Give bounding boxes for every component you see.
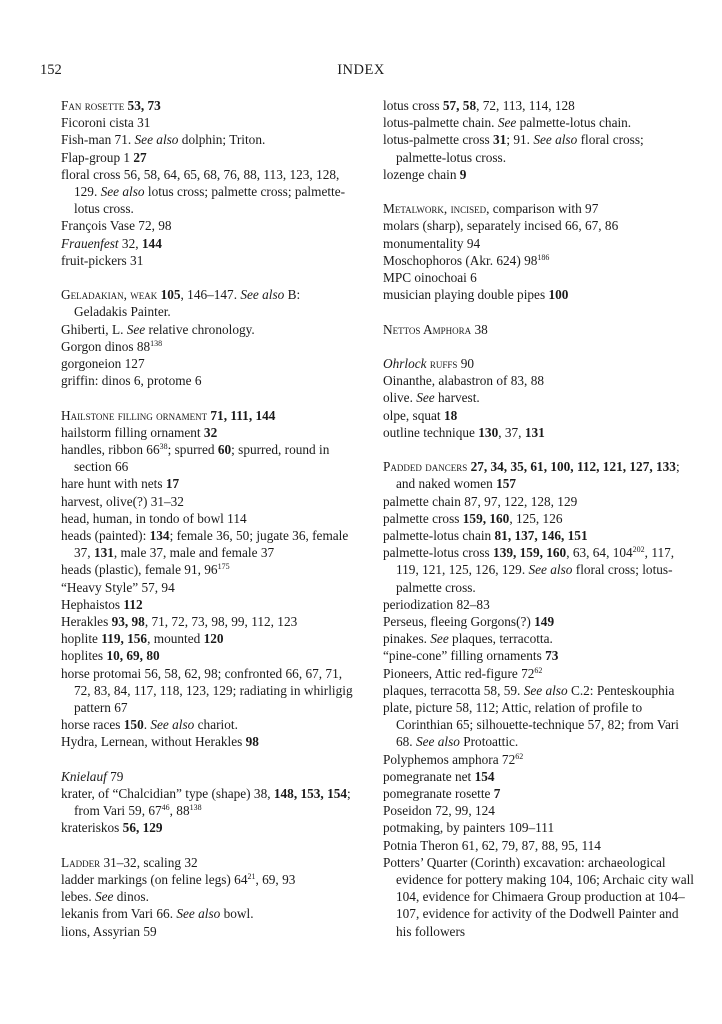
index-entry (383, 630, 695, 647)
index-column-left (61, 97, 353, 940)
entry-text: 98 (245, 734, 259, 750)
entry-text: 27 (133, 149, 147, 165)
entry-text: 149 (534, 614, 555, 630)
index-entry (61, 596, 353, 613)
entry-text: ; and naked women (396, 459, 680, 492)
entry-text: 157 (496, 476, 517, 492)
entry-text: 7 (493, 786, 501, 802)
entry-text: lotus cross; palmette cross; palmette-lotus cross. (74, 184, 346, 217)
entry-text: 60 (217, 442, 232, 458)
entry-text: 56, 129 (122, 820, 163, 836)
section-gap (61, 837, 353, 854)
entry-text: olive. (383, 390, 417, 406)
entry-text: , 72, 113, 114, 128 (476, 98, 575, 113)
index-entry (61, 665, 353, 717)
entry-text: heads (painted): (61, 528, 150, 544)
entry-text: 53, 73 (127, 98, 161, 113)
index-entry (383, 166, 695, 183)
entry-text: , male 37, male and female 37 (113, 545, 275, 561)
index-entry (61, 493, 353, 510)
entry-text: Ohrlock (383, 356, 427, 371)
index-entry (383, 372, 695, 389)
entry-text: See also (240, 287, 285, 303)
index-entry (61, 475, 353, 492)
entry-text: 32, (118, 235, 142, 251)
index-entry (61, 630, 353, 647)
entry-text: Geladakian, weak (61, 287, 158, 303)
entry-text: outline technique (383, 424, 479, 440)
index-entry (61, 252, 353, 269)
section-gap (61, 269, 353, 286)
page-title: INDEX (337, 62, 385, 78)
index-entry (61, 561, 353, 578)
index-entry (383, 647, 695, 664)
entry-text: See (126, 321, 146, 337)
footnote-ref: 62 (515, 751, 524, 761)
index-entry (383, 802, 695, 819)
index-entry (61, 785, 353, 819)
index-entry (383, 682, 695, 699)
entry-text: 32 (203, 424, 218, 440)
index-entry (61, 647, 353, 664)
entry-text: 18 (443, 407, 458, 423)
entry-text: Hydra, Lernean, without Herakles (61, 734, 246, 750)
entry-text: pinakes. (383, 631, 431, 647)
entry-text: Poseidon 72, 99, 124 (383, 803, 495, 819)
entry-text: Hephaistos (61, 596, 124, 612)
entry-text: , 88 (169, 803, 190, 819)
entry-text: 73 (545, 648, 559, 664)
entry-text: B: Geladakis Painter. (74, 287, 301, 320)
entry-text: plaques, terracotta 58, 59. (383, 682, 524, 698)
entry-text: , mounted (147, 631, 204, 647)
index-entry (61, 149, 353, 166)
index-entry (383, 200, 695, 217)
entry-text: ; female 36, 50; jugate 36, female 37, (74, 528, 349, 561)
index-entry (61, 235, 353, 252)
entry-text: krater, of “Chalcidian” type (shape) 38, (61, 786, 274, 802)
entry-text: hailstorm filling ornament (61, 424, 204, 440)
entry-text: See (430, 631, 449, 647)
entry-text: 105 (160, 287, 181, 303)
index-entry (61, 923, 353, 940)
index-entry (61, 286, 353, 320)
entry-text: 9 (459, 166, 467, 182)
entry-text: , 37, (498, 424, 525, 440)
index-entry (383, 458, 695, 492)
index-entry (383, 424, 695, 441)
entry-text: 17 (165, 476, 180, 492)
entry-text: , 117, 119, 121, 125, 126, 129. (396, 545, 675, 578)
entry-text: 90 (457, 356, 475, 371)
entry-text: Gorgon dinos 88 (61, 338, 151, 354)
entry-text: hoplite (61, 631, 102, 647)
index-entry (383, 269, 695, 286)
entry-text: lozenge chain (383, 166, 460, 182)
entry-text: plate, picture 58, 112; Attic, relation of profile to Corinthian 65; silhouette-technique 57, 82; from Vari 68. (383, 700, 679, 750)
index-entry (61, 905, 353, 922)
section-gap (383, 303, 695, 320)
entry-text: Flap-group 1 (61, 149, 134, 165)
entry-text: Potnia Theron 61, 62, 79, 87, 88, 95, 114 (383, 837, 601, 853)
index-entry (383, 286, 695, 303)
entry-text: 31 (493, 132, 507, 148)
entry-text: Herakles (61, 614, 112, 630)
index-entry (383, 544, 695, 596)
index-entry (383, 837, 695, 854)
entry-text: “pine-cone” filling ornaments (383, 648, 546, 664)
index-entry (383, 493, 695, 510)
entry-text: 139, 159, 160 (493, 545, 567, 561)
footnote-ref: 46 (161, 803, 170, 813)
entry-text: See also (533, 132, 578, 148)
entry-text: , 71, 72, 73, 98, 99, 112, 123 (144, 614, 298, 630)
entry-text: 79 (106, 768, 124, 784)
entry-text: relative chronology. (145, 321, 255, 337)
index-entry (383, 785, 695, 802)
footnote-ref: 21 (247, 872, 256, 882)
entry-text: . (143, 717, 151, 733)
entry-text: horse protomai 56, 58, 62, 98; confronted 66, 67, 71, 72, 83, 84, 117, 118, 123, 129; radiating in whirligig pattern 67 (61, 665, 353, 716)
entry-text: handles, ribbon 66 (61, 442, 160, 458)
entry-text: lions, Assyrian 59 (61, 923, 157, 939)
entry-text: Oinanthe, alabastron of 83, 88 (383, 373, 544, 389)
footnote-ref: 38 (159, 442, 168, 452)
entry-text: 148, 153, 154 (273, 786, 348, 802)
index-entry (61, 441, 353, 475)
entry-text: Potters’ Quarter (Corinth) excavation: archaeological evidence for pottery making 104, 106; Archaic city wall 104, evidence for Chimaera Group production at 104–107, evidence for activity of the Dodwell Painter and his followers (383, 854, 694, 939)
entry-text: See (94, 889, 114, 905)
entry-text: periodization 82–83 (383, 596, 490, 612)
section-gap (61, 751, 353, 768)
entry-text: chariot. (194, 717, 238, 733)
entry-text: See (416, 390, 435, 406)
index-entry (383, 97, 695, 114)
entry-text: 134 (149, 528, 170, 544)
entry-text: pomegranate net (383, 768, 475, 784)
entry-text: Ghiberti, L. (61, 321, 127, 337)
entry-text: hoplites (61, 648, 107, 664)
footnote-ref: 202 (632, 545, 645, 555)
index-entry (383, 321, 695, 338)
entry-text: , 125, 126 (509, 510, 563, 526)
footnote-ref: 138 (150, 338, 163, 348)
entry-text: See (497, 115, 517, 131)
entry-text: dinos. (113, 889, 149, 905)
entry-text: ; 91. (506, 132, 534, 148)
index-entry (383, 665, 695, 682)
entry-text: 150 (123, 717, 144, 733)
index-entry (61, 733, 353, 750)
entry-text: 131 (524, 424, 545, 440)
index-entry (61, 131, 353, 148)
index-entry (61, 114, 353, 131)
entry-text: Ficoroni cista 31 (61, 115, 151, 131)
index-entry (61, 510, 353, 527)
entry-text: 120 (203, 631, 224, 647)
entry-text: See also (100, 184, 145, 200)
index-entry (383, 355, 695, 372)
entry-text: palmette chain 87, 97, 122, 128, 129 (383, 493, 578, 509)
entry-text: potmaking, by painters 109–111 (383, 820, 555, 836)
index-entry (383, 596, 695, 613)
entry-text: MPC oinochoai 6 (383, 270, 477, 286)
entry-text: See also (415, 734, 460, 750)
entry-text: 154 (474, 768, 495, 784)
entry-text: Moschophoros (Akr. 624) 98 (383, 252, 538, 268)
entry-text: lotus-palmette cross (383, 132, 494, 148)
section-gap (383, 441, 695, 458)
entry-text: 112 (123, 596, 143, 612)
entry-text: 57, 58 (442, 98, 477, 113)
index-entry (383, 114, 695, 131)
index-entry (61, 407, 353, 424)
entry-text: krateriskos (61, 820, 123, 836)
entry-text: lotus-palmette chain. (383, 115, 498, 131)
entry-text: palmette-lotus chain (383, 528, 495, 544)
index-entry (61, 888, 353, 905)
index-entry (61, 217, 353, 234)
entry-text: Pioneers, Attic red-figure 72 (383, 665, 535, 681)
entry-text: lotus cross (383, 98, 443, 113)
entry-text: Metalwork, incised (383, 201, 487, 217)
section-gap (61, 389, 353, 406)
index-entry (61, 338, 353, 355)
entry-text: Ladder (61, 854, 101, 870)
index-entry (383, 510, 695, 527)
index-entry (383, 131, 695, 165)
entry-text: 130 (478, 424, 499, 440)
entry-text: palmette-lotus chain. (516, 115, 632, 131)
entry-text: molars (sharp), separately incised 66, 67, 86 (383, 218, 619, 234)
index-entry (61, 613, 353, 630)
index-entry (61, 579, 353, 596)
index-entry (61, 854, 353, 871)
entry-text: Frauenfest (61, 235, 119, 251)
entry-text: See also (528, 562, 573, 578)
entry-text: pomegranate rosette (383, 786, 494, 802)
entry-text: 159, 160 (462, 510, 510, 526)
entry-text: See also (523, 682, 568, 698)
entry-text: floral cross; lotus-palmette cross. (396, 562, 673, 595)
entry-text: 71, 111, 144 (210, 407, 276, 423)
index-entry (61, 355, 353, 372)
footnote-ref: 186 (537, 252, 550, 262)
index-entry (61, 527, 353, 561)
entry-text: lekanis from Vari 66. (61, 906, 177, 922)
index-entry (61, 97, 353, 114)
entry-text: Padded dancers (383, 459, 468, 475)
index-entry (383, 389, 695, 406)
entry-text: palmette-lotus cross (383, 545, 494, 561)
index-entry (61, 716, 353, 733)
entry-text: Knielauf (61, 768, 107, 784)
entry-text: C.2: Penteskouphia (567, 682, 675, 698)
section-gap (383, 183, 695, 200)
index-entry (61, 321, 353, 338)
entry-text: ; spurred, round in section 66 (74, 442, 330, 475)
entry-text: hare hunt with nets (61, 476, 166, 492)
entry-text: 10, 69, 80 (106, 648, 160, 664)
index-column-right (383, 97, 695, 940)
entry-text: floral cross 56, 58, 64, 65, 68, 76, 88, 113, 123, 128, 129. (61, 166, 340, 200)
page-number: 152 (40, 62, 62, 78)
index-entry (383, 854, 695, 940)
index-entry (61, 166, 353, 218)
entry-text: musician playing double pipes (383, 287, 549, 303)
entry-text: 93, 98 (111, 614, 145, 630)
entry-text: monumentality 94 (383, 235, 481, 251)
entry-text: Protoattic. (459, 734, 519, 750)
entry-text: ruffs (429, 356, 458, 371)
entry-text: 31–32, scaling 32 (100, 854, 198, 870)
footnote-ref: 138 (189, 803, 202, 813)
entry-text: , 69, 93 (255, 872, 296, 888)
entry-text: Fan rosette (61, 98, 125, 113)
index-entry (383, 217, 695, 234)
entry-text: heads (plastic), female 91, 96 (61, 562, 218, 578)
entry-text: palmette cross (383, 510, 463, 526)
index-entry (61, 768, 353, 785)
entry-text: plaques, terracotta. (448, 631, 553, 647)
entry-text: 81, 137, 146, 151 (494, 528, 588, 544)
entry-text: ; from Vari 59, 67 (74, 786, 351, 819)
entry-text: 38 (471, 321, 488, 337)
entry-text: François Vase 72, 98 (61, 218, 172, 234)
entry-text: , 63, 64, 104 (566, 545, 633, 561)
entry-text: Nettos Amphora (383, 321, 472, 337)
entry-text: Polyphemos amphora 72 (383, 751, 516, 767)
index-entry (61, 871, 353, 888)
entry-text: See also (176, 906, 221, 922)
index-entry (383, 613, 695, 630)
entry-text: harvest, olive(?) 31–32 (61, 493, 184, 509)
entry-text: ladder markings (on feline legs) 64 (61, 872, 248, 888)
footnote-ref: 175 (217, 562, 230, 572)
index-entry (383, 699, 695, 751)
index-entry (383, 751, 695, 768)
index-entry (383, 407, 695, 424)
entry-text: 119, 156 (101, 631, 148, 647)
entry-text: harvest. (434, 390, 480, 406)
footnote-ref: 62 (534, 665, 543, 675)
entry-text: lebes. (61, 889, 95, 905)
entry-text: Perseus, fleeing Gorgons(?) (383, 614, 535, 630)
entry-text: “Heavy Style” 57, 94 (61, 579, 175, 595)
page-header (0, 62, 722, 82)
entry-text: Fish-man 71. (61, 132, 135, 148)
entry-text: 144 (141, 235, 162, 251)
index-entry (61, 372, 353, 389)
entry-text: horse races (61, 717, 124, 733)
entry-text: See also (134, 132, 179, 148)
entry-text: floral cross; palmette-lotus cross. (396, 132, 644, 165)
entry-text: head, human, in tondo of bowl 114 (61, 510, 247, 526)
entry-text: 27, 34, 35, 61, 100, 112, 121, 127, 133 (470, 459, 676, 475)
index-entry (383, 819, 695, 836)
index-entry (383, 252, 695, 269)
entry-text: See also (150, 717, 195, 733)
entry-text: ; spurred (167, 442, 218, 458)
entry-text: bowl. (220, 906, 254, 922)
index-entry (383, 235, 695, 252)
entry-text: gorgoneion 127 (61, 356, 145, 372)
entry-text: 100 (548, 287, 569, 303)
index-entry (61, 819, 353, 836)
entry-text: , 146–147. (180, 287, 241, 303)
entry-text: Hailstone filling ornament (61, 407, 208, 423)
section-gap (383, 338, 695, 355)
entry-text: dolphin; Triton. (178, 132, 266, 148)
index-entry (61, 424, 353, 441)
entry-text: , comparison with 97 (486, 201, 599, 217)
index-entry (383, 527, 695, 544)
index-entry (383, 768, 695, 785)
entry-text: 131 (93, 545, 114, 561)
entry-text: griffin: dinos 6, protome 6 (61, 373, 202, 389)
entry-text: fruit-pickers 31 (61, 252, 144, 268)
entry-text: olpe, squat (383, 407, 444, 423)
